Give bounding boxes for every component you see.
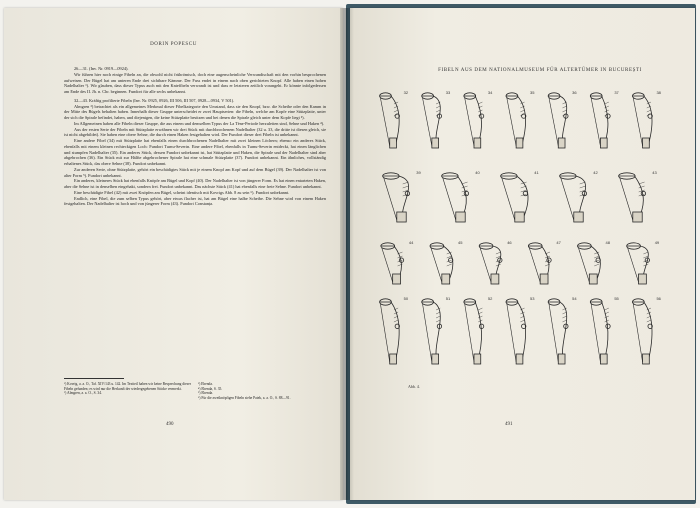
figure-number: 56	[656, 296, 661, 301]
fibula-drawing	[548, 299, 568, 364]
figure-number: 45	[458, 240, 463, 245]
fibula-drawing	[501, 173, 528, 222]
figure-number: 36	[572, 90, 577, 95]
figure-number: 33	[445, 90, 451, 95]
body-paragraph: Im Allgemeinen haben alle Fibeln dieser Gruppe, die aus einem und demselben Typus der La Tène-Periode herzuleiten sind, Sehne und Haken ⁴).	[74, 120, 325, 126]
body-paragraph: Ein anderes, kleineres Stück hat ebenfalls Knöpfe am Bügel und Kopf (40). Der Nadelhalter ist von jüngerer Form. Es hat einen entarteten Haken, aber die Sehne ist in denselben eingehakt, sondern frei. Fundort unbekannt. Das nächste Stück (41) hat ebenfalls eine freie Sehne. Fundort unbekannt.	[64, 178, 326, 189]
body-paragraph: Zur anderen Serie, ohne Stützplatte, gehört ein beschädigtes Stück mit je einem Knopf am Kopf und auf dem Bügel (39). Der Nadelhalter ist von alter Form ⁵). Fundort unbekannt.	[64, 166, 326, 178]
figure-number: 42	[593, 170, 598, 175]
fibula-drawing	[380, 93, 400, 148]
right-running-head: FIBELN AUS DEM NATIONALMUSEUM FÜR ALTERTÜMER IN BUCUREȘTI	[438, 68, 642, 73]
fibula-drawing	[632, 299, 652, 364]
footnote: ⁶) Für die zweiknöpfigen Fibeln siehe Patek, a. a. O., S. 88—91.	[198, 395, 291, 400]
left-running-head: DORIN POPESCU	[150, 42, 197, 47]
fibula-drawing	[442, 173, 469, 222]
left-page-number: 490	[166, 422, 174, 427]
fibula-drawing	[560, 173, 587, 222]
left-body-text	[64, 66, 326, 207]
figure-number: 41	[534, 170, 539, 175]
fibula-drawing	[430, 243, 453, 284]
fibula-drawing	[590, 93, 610, 148]
left-page	[4, 8, 343, 500]
figure-number: 50	[403, 296, 409, 301]
footnotes	[64, 382, 326, 400]
figure-number: 43	[652, 170, 657, 175]
section-heading: 26—31. (Inv. Nr. 0919—0924).	[74, 66, 129, 71]
body-paragraph: Eine beschädigte Fibel (42) mit zwei Knöpfen am Bügel, scheint identisch mit Kovrigs Abb. 8 zu sein ⁶). Fundort unbekannt.	[74, 189, 290, 195]
figure-number: 55	[614, 296, 619, 301]
body-paragraph: Eine andere Fibel (34) mit Stützplatte hat ebenfalls einen durchbrochenen Nadelhalter mit zwei kleinen Löchern; ebenso ein anderes Stück, ebenfalls mit einem kleinen rechteckigen Loch: Fundort Turnu-Severin. Eine andere Fibel, ebenfalls in Turnu-Severin entdeckt, hat einen länglichen und stumpfen Nadelhalter (35). Ein anderes Stück, dessen Fundort unbekannt ist, hat Stützplatte und Haken, die Spirale und der Nadelhalter sind aber abgebrochen (36). Ein Stück mit zur Hälfte abgebrochener Spirale hat eine schmale Stützplatte (37). Fundort unbekannt. Ein ähnliches, vollständig erhaltenes Stück, das obere Sehne (38). Fundort unbekannt.	[64, 138, 326, 166]
figure-number: 35	[530, 90, 535, 95]
figure-number: 32	[403, 90, 409, 95]
fibula-drawing	[578, 243, 601, 284]
figure-number: 40	[475, 170, 480, 175]
figure-number: 48	[605, 240, 610, 245]
footnote: ¹) Kovrig, a. a. O., Taf. XIV/143 u. 142. Im Textteil haben wir keine Besprechung dieser Fibeln gefunden; es wird nur die Herkunft der wiedergegebenen Stücke vermerkt.	[64, 382, 192, 391]
right-page-number: 491	[505, 422, 513, 427]
figure-number: 44	[408, 240, 414, 245]
fibula-drawing	[528, 243, 551, 284]
figure-number: 49	[654, 240, 660, 245]
fibula-drawing	[380, 299, 400, 364]
figure-number: 38	[656, 90, 661, 95]
body-paragraph: Almgren ²) betrachtet als ein allgemeines Merkmal dieser Fibelkategorie den Umstand, dass sie den Knopf, bzw. die Scheibe oder den Kamm in der Mitte des Bügels behalten haben. Innerhalb dieser Gruppe unterscheidet er zwei Hauptserien: die Fibeln, welche am Kopfe eine Stützplatte, unter der sich die Spirale befindet, haben, und diejenigen, die keine Stützplatte besitzen und bei denen die Spirale gleich unter dem Kopfe liegt ³).	[64, 103, 326, 120]
figure-number: 51	[445, 296, 451, 301]
body-paragraph: Wir führen hier noch einige Fibeln an, die obwohl nicht frührömisch, doch eine augenscheinliche Verwandtschaft mit den vorhin besprochenen aufweisen. Der Bügel hat am unteren Ende drei sichtbare Kämme. Der Fuss endet in einem nach oben gerichteten Knopf. Alle haben einen hohen Nadelhalter ¹). Wir glauben, dass dieser Typus auch mit den Kniefibeln verwandt ist und dass er letzteren zeitlich vorangeht. Er könnte infolgedessen am Ende des II. Jh. n. Chr. beginnen. Fundort für alle sechs unbekannt.	[64, 71, 326, 94]
fibula-drawing	[548, 93, 568, 148]
footnote: ³) Ebenda.	[198, 382, 213, 386]
fibula-drawing	[632, 93, 652, 148]
footnote-rule	[64, 378, 124, 379]
footnote: ²) Almgren, a. a. O., S. 34.	[64, 391, 102, 396]
figure-number: 46	[507, 240, 512, 245]
figure-number: 37	[614, 90, 619, 95]
figure-number: 54	[572, 296, 577, 301]
body-paragraph: Endlich, eine Fibel, die zum selben Typus gehört, aber etwas flacher ist, hat am Bügel eine halbe Scheibe. Die Sehne wird von einem Haken festgehalten. Der Nadelhalter ist hoch und von jüngerer Form (43). Fundort Constanța.	[64, 195, 326, 207]
footnotes-right-column	[198, 382, 326, 400]
fibula-drawing	[422, 93, 442, 148]
fibula-drawing	[506, 93, 526, 148]
fibula-plate-illustration	[372, 86, 667, 386]
body-paragraph: Aus der ersten Serie der Fibeln mit Stützplatte erwähnen wir drei Stück mit durchbrochenem Nadelhalter (32 u. 33, die dritte ist diesen gleich, sie ist nicht abgebildet). Sie haben eine obere Sehne, die durch einen Haken festgehalten wird. Der Fundort dieser drei Fibeln ist unbekannt.	[64, 126, 326, 138]
fibula-drawing	[590, 299, 610, 364]
fibula-drawings	[372, 86, 667, 386]
fibula-drawing	[381, 243, 404, 284]
figure-number: 39	[416, 170, 421, 175]
fibula-drawing	[506, 299, 526, 364]
fibula-drawing	[627, 243, 650, 284]
figure-number: 52	[487, 296, 493, 301]
figure-caption: Abb. 4.	[408, 384, 420, 389]
fibula-drawing	[383, 173, 410, 222]
fibula-drawing	[422, 299, 442, 364]
fibula-drawing	[479, 243, 502, 284]
right-page	[350, 8, 695, 500]
footnote: ⁵) Ebenda.	[198, 391, 214, 396]
fibula-drawing	[464, 299, 484, 364]
footnotes-left-column	[64, 382, 192, 400]
figure-number: 34	[487, 90, 493, 95]
fibula-drawing	[464, 93, 484, 148]
fibula-drawing	[619, 173, 646, 222]
figure-number: 47	[556, 240, 561, 245]
footnote: ⁴) Ebenda, S. 35.	[198, 386, 223, 391]
figure-number: 53	[530, 296, 535, 301]
section-heading: 32—43. Kräftig profilierte Fibeln (Inv. Nr. 0925, 0926, III 506, III 507, 0928—0934, V 501).	[74, 97, 235, 103]
book-gutter	[340, 8, 354, 500]
